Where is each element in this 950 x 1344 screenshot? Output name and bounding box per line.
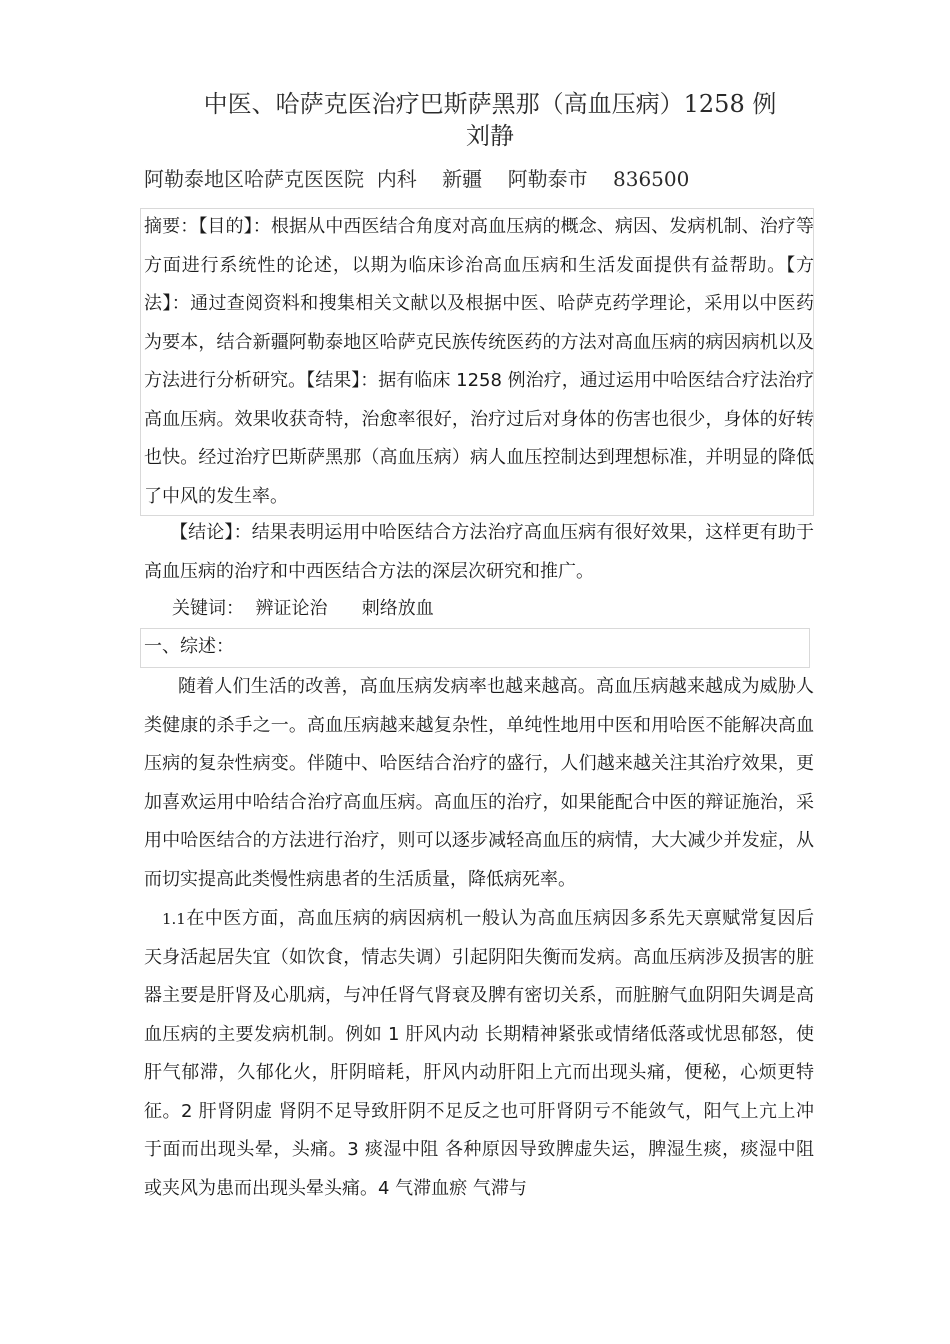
subsection-1-1-paragraph [144,900,814,1208]
author-name: 刘静 [466,122,514,150]
author-affiliation: 阿勒泰地区哈萨克医医院 内科 新疆 阿勒泰市 836500 [144,167,690,191]
abstract-paragraph: 摘要：【目的】：根据从中西医结合角度对高血压病的概念、病因、发病机制、治疗等方面进行系统性的论述，以期为临床诊治高血压病和生活发面提供有益帮助。【方法】：通过查阅资料和搜集相关文献以及根据中医、哈萨克药学理论，采用以中医药为要本，结合新疆阿勒泰地区哈萨克民族传统医药的方法对高血压病的病因病机以及方法进行分析研究。【结果】：据有临床 1258 例治疗，通过运用中哈医结合疗法治疗高血压病。效果收获奇特，治愈率很好，治疗过后对身体的伤害也很少，身体的好转也快。经过治疗巴斯萨黑那（高血压病）病人血压控制达到理想标准，并明显的降低了中风的发生率。 [144,216,814,507]
intro-paragraph: 随着人们生活的改善，高血压病发病率也越来越高。高血压病越来越成为威胁人类健康的杀手之一。高血压病越来越复杂性，单纯性地用中医和用哈医不能解决高血压病的复杂性病变。伴随中、哈医结合治疗的盛行，人们越来越关注其治疗效果，更加喜欢运用中哈结合治疗高血压病。高血压的治疗，如果能配合中医的辩证施治，采用中哈医结合的方法进行治疗，则可以逐步减轻高血压的病情，大大减少并发症，从而切实提高此类慢性病患者的生活质量，降低病死率。 [144,676,814,890]
subsection-text: 在中医方面，高血压病的病因病机一般认为高血压病因多系先天禀赋常复因后天身活起居失宜（如饮食，情志失调）引起阴阳失衡而发病。高血压病涉及损害的脏器主要是肝肾及心肌病，与冲任肾气肾衰及脾有密切关系，而脏腑气血阴阳失调是高血压病的主要发病机制。例如 1 肝风内动 长期精神紧张或情绪低落或忧思郁怒，使肝气郁滞，久郁化火，肝阴暗耗，肝风内动肝阳上亢而出现头痛，便秘，心烦更特征。2 肝肾阴虚 肾阴不足导致肝阴不足反之也可肝肾阴亏不能敛气，阳气上亢上冲于面而出现头晕，头痛。3 痰湿中阻 各种原因导致脾虚失运，脾湿生痰，痰湿中阻或夹风为患而出现头晕头痛。4 气滞血瘀 气滞与 [144,908,814,1199]
conclusion-paragraph: 【结论】：结果表明运用中哈医结合方法治疗高血压病有很好效果，这样更有助于高血压病的治疗和中西医结合方法的深层次研究和推广。 [144,522,814,582]
paper-title: 中医、哈萨克医治疗巴斯萨黑那（高血压病）1258 例 [203,90,777,118]
subsection-number: 1.1 [162,910,186,928]
keywords-line: 关键词： 辨证论治 刺络放血 [172,598,434,619]
section-heading: 一、综述： [144,636,234,657]
